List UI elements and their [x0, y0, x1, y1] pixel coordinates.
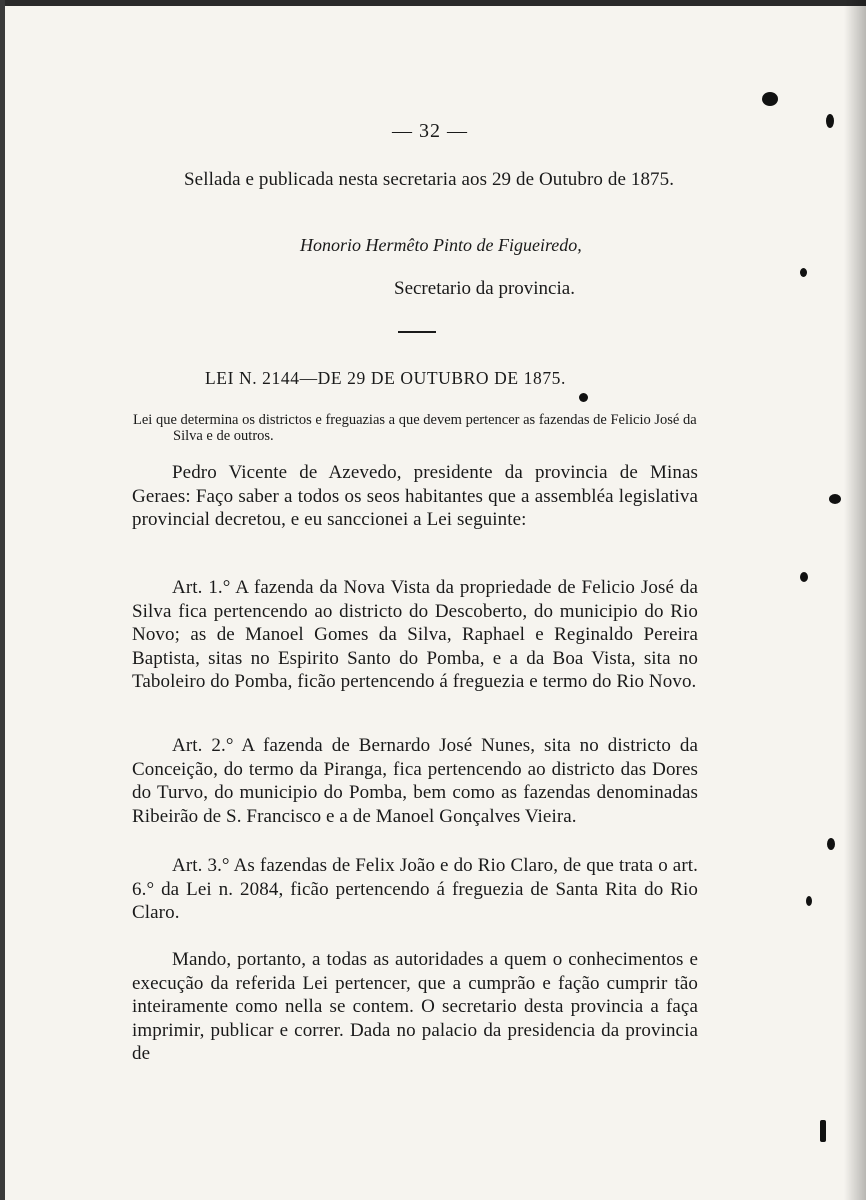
article-1: Art. 1.° A fazenda da Nova Vista da propriedade de Felicio José da Silva fica pertencendo ao districto do Descoberto, do municipio do Rio Novo; as de Manoel Gomes da Silva, Raphael e Reginaldo Pereira Baptista, sitas no Espirito Santo do Pomba, e a da Boa Vista, sita no Taboleiro do Pomba, ficão pertencendo á freguezia e termo do Rio Novo. — [132, 577, 698, 692]
scan-speck — [829, 494, 841, 504]
scan-speck — [800, 268, 807, 277]
closing-paragraph: Mando, portanto, a todas as autoridades a quem o conhecimentos e execução da referida Lei pertencer, que a cumprão e fação cumprir tão inteiramente como nella se contem. O secretario desta provincia a faça imprimir, publicar e correr. Dada no palacio da presidencia da provincia de — [132, 949, 698, 1064]
scan-top-border — [0, 0, 866, 6]
scan-speck — [762, 92, 778, 106]
scan-speck — [800, 572, 808, 582]
scan-left-border — [0, 0, 5, 1200]
scan-right-shadow — [844, 0, 866, 1200]
section-divider — [398, 331, 436, 333]
scan-speck — [827, 838, 835, 850]
signatory-name: Honorio Hermêto Pinto de Figueiredo, — [300, 235, 582, 255]
scan-speck — [579, 393, 588, 402]
article-3: Art. 3.° As fazendas de Felix João e do Rio Claro, de que trata o art. 6.° da Lei n. 2084, ficão pertencendo á freguezia de Santa Rita do Rio Claro. — [132, 855, 698, 923]
scan-speck — [826, 114, 834, 128]
law-summary: Lei que determina os districtos e freguazias a que devem pertencer as fazendas de Felicio José da Silva e de outros. — [133, 412, 697, 444]
law-preamble: Pedro Vicente de Azevedo, presidente da provincia de Minas Geraes: Faço saber a todos os seos habitantes que a assembléa legislativa provincial decretou, e eu sanccionei a Lei seguinte: — [132, 462, 698, 530]
scan-speck — [820, 1120, 826, 1142]
article-2: Art. 2.° A fazenda de Bernardo José Nunes, sita no districto da Conceição, do termo da Piranga, fica pertencendo ao districto das Dores do Turvo, do municipio do Pomba, bem como as fazendas denominadas Ribeirão de S. Francisco e a de Manoel Gonçalves Vieira. — [132, 735, 698, 827]
page-number: — 32 — — [392, 120, 468, 142]
law-title: LEI N. 2144—DE 29 DE OUTUBRO DE 1875. — [205, 368, 566, 388]
signatory-role: Secretario da provincia. — [394, 278, 575, 299]
scan-speck — [806, 896, 812, 906]
publication-note: Sellada e publicada nesta secretaria aos 29 de Outubro de 1875. — [184, 169, 675, 190]
